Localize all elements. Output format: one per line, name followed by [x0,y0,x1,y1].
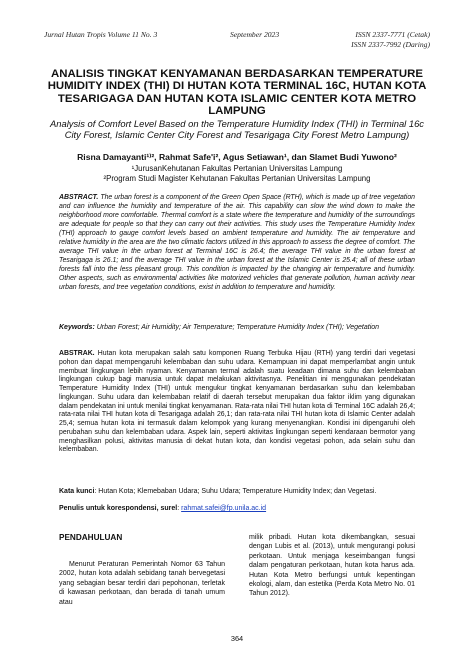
journal-name: Jurnal Hutan Tropis Volume 11 No. 3 [44,30,158,39]
abstract-english [59,193,415,293]
abstract-label: ABSTRACT. [59,194,99,201]
author-list: Risna Damayanti¹⁾², Rahmat Safe'i², Agus Setiawan¹, dan Slamet Budi Yuwono² [77,152,397,162]
correspondence: Penulis untuk korespondensi, surel: rahmat.safei@fp.unila.ac.id [59,505,267,512]
keywords-indonesian [59,487,415,496]
body-column-right: milik pribadi. Hutan kota dikembangkan, sesuai dengan Lubis et al. (2013), untuk mengurangi polusi perkotaan. Untuk menjaga keseimbangan fungsi dalam pengaturan perkotaan, hutan kota harus ada. Hutan Kota Metro berfungsi untuk kepentingan ekologi, alam, dan estetika (Perda Kota Metro No. 01 Tahun 2012). [249,534,415,598]
kata-kunci-text: : Hutan Kota; Klemebaban Udara; Suhu Udara; Temperature Humidity Index; dan Vegetasi. [94,488,377,495]
keywords-label: Keywords: [59,324,95,331]
abstrak-text: Hutan kota merupakan salah satu komponen Ruang Terbuka Hijau (RTH) yang terdiri dari vegetasi pohon dan dapat mempengaruhi kelembaban dan suhu udara. Kemampuan ini dapat memperlambat angin untuk membuat lingkungan lebih nyaman. Kenyamanan termal adalah suatu keadaan dimana suhu dan kelembaban lingkungan cukup bagi manusia untuk dapat melakukan aktivitasnya. Penelitian ini menggunakan pendekatan Temperature Humidity Index (THI) untuk mengukur tingkat kenyamanan berdasarkan suhu dan kelembaban lingkungan. Suhu udara dan kelembaban relatif di daerah tersebut merupakan dua faktor iklim yang digunakan dalam pendekatan ini untuk menilai tingkat kenyamanan. Rata-rata nilai THI hutan kota di Terminal 16C adalah 26,4; rata-rata nilai THI hutan kota di Tesarigaga adalah 26,1; dan rata-rata nilai THI hutan kota di Islamic Center adalah 25,4; semua hutan kota ini termasuk dalam kelompok yang kurang menyenangkan. Kondisi ini dipengaruhi oleh perubahan suhu dan kelembaban udara. Aspek lain, seperti aktivitas lingkungan seperti kendaraan bermotor yang menghasilkan polusi, aktivitas manusia di dekat hutan kota, dan kondisi vegetasi pohon, ada selain suhu dan kelembaban. [59,350,415,454]
issue-date: September 2023 [230,30,280,39]
page-number: 364 [230,634,244,643]
body-column-left: Menurut Peraturan Pemerintah Nomor 63 Tahun 2002, hutan kota adalah sebidang tanah bervegetasi yang sebagian besar terdiri dari pepohonan, terletak di kawasan perkotaan, dan berada di tanah umum atau [59,561,225,606]
abstract-text: The urban forest is a component of the Green Open Space (RTH), which is made up of tree vegetation and can influence the humidity and temperature of the air. This capability can slow the wind down to make the neighborhood more comfortable. Thermal comfort is a state where the temperature and humidity of the surroundings are adequate for people so that they can carry out their activities. This study uses the Temperature Humidity Index (THI) approach to gauge comfort levels based on ambient temperature and humidity. The air temperature and relative humidity in the area are the two climatic factors utilized in this approach to assess the degree of comfort. The average THI value in the urban forest at Terminal 16C is 26.4; the average THI value in the urban forest at Tesarigaga is 26.1; and the average THI value in the urban forest at the Islamic Center is 25.4; all of these urban forests fall into the less pleasant group. This condition is impacted by the changing air temperature and humidity. Other aspects, such as environmental activities like motorized vehicles that generate pollution, human activity near urban forests, and tree vegetation conditions, exist in addition to temperature and humidity. [59,194,415,292]
section-heading: PENDAHULUAN [59,533,123,542]
kata-kunci-label: Kata kunci [59,488,95,495]
correspondence-label: Penulis untuk korespondensi, surel [59,505,178,512]
keywords-text: Urban Forest; Air Humidity; Air Temperature; Temperature Humidity Index (THI); Vegetation [96,324,380,331]
paper-title: ANALISIS TINGKAT KENYAMANAN BERDASARKAN TEMPERATURE HUMIDITY INDEX (THI) DI HUTAN KOTA TERMINAL 16C, HUTAN KOTA TESARIGAGA DAN HUTAN KOTA ISLAMIC CENTER KOTA METRO LAMPUNG [47,68,427,118]
abstract-indonesian [59,350,415,455]
correspondence-email-link[interactable]: rahmat.safei@fp.unila.ac.id [181,505,267,512]
abstrak-label: ABSTRAK. [59,350,95,357]
issn-print: ISSN 2337-7771 (Cetak) [355,30,430,39]
issn-online: ISSN 2337-7992 (Daring) [351,40,430,49]
affiliation-2: ²Program Studi Magister Kehutanan Fakultas Pertanian Universitas Lampung [103,174,371,183]
affiliation-1: ¹JurusanKehutanan Fakultas Pertanian Universitas Lampung [131,164,343,173]
paper-subtitle: Analysis of Comfort Level Based on the Temperature Humidity Index (THI) in Terminal 16c City Forest, Islamic Center City Forest and Tesarigaga City Forest Metro Lampung) [50,118,424,140]
keywords-english [59,323,415,332]
